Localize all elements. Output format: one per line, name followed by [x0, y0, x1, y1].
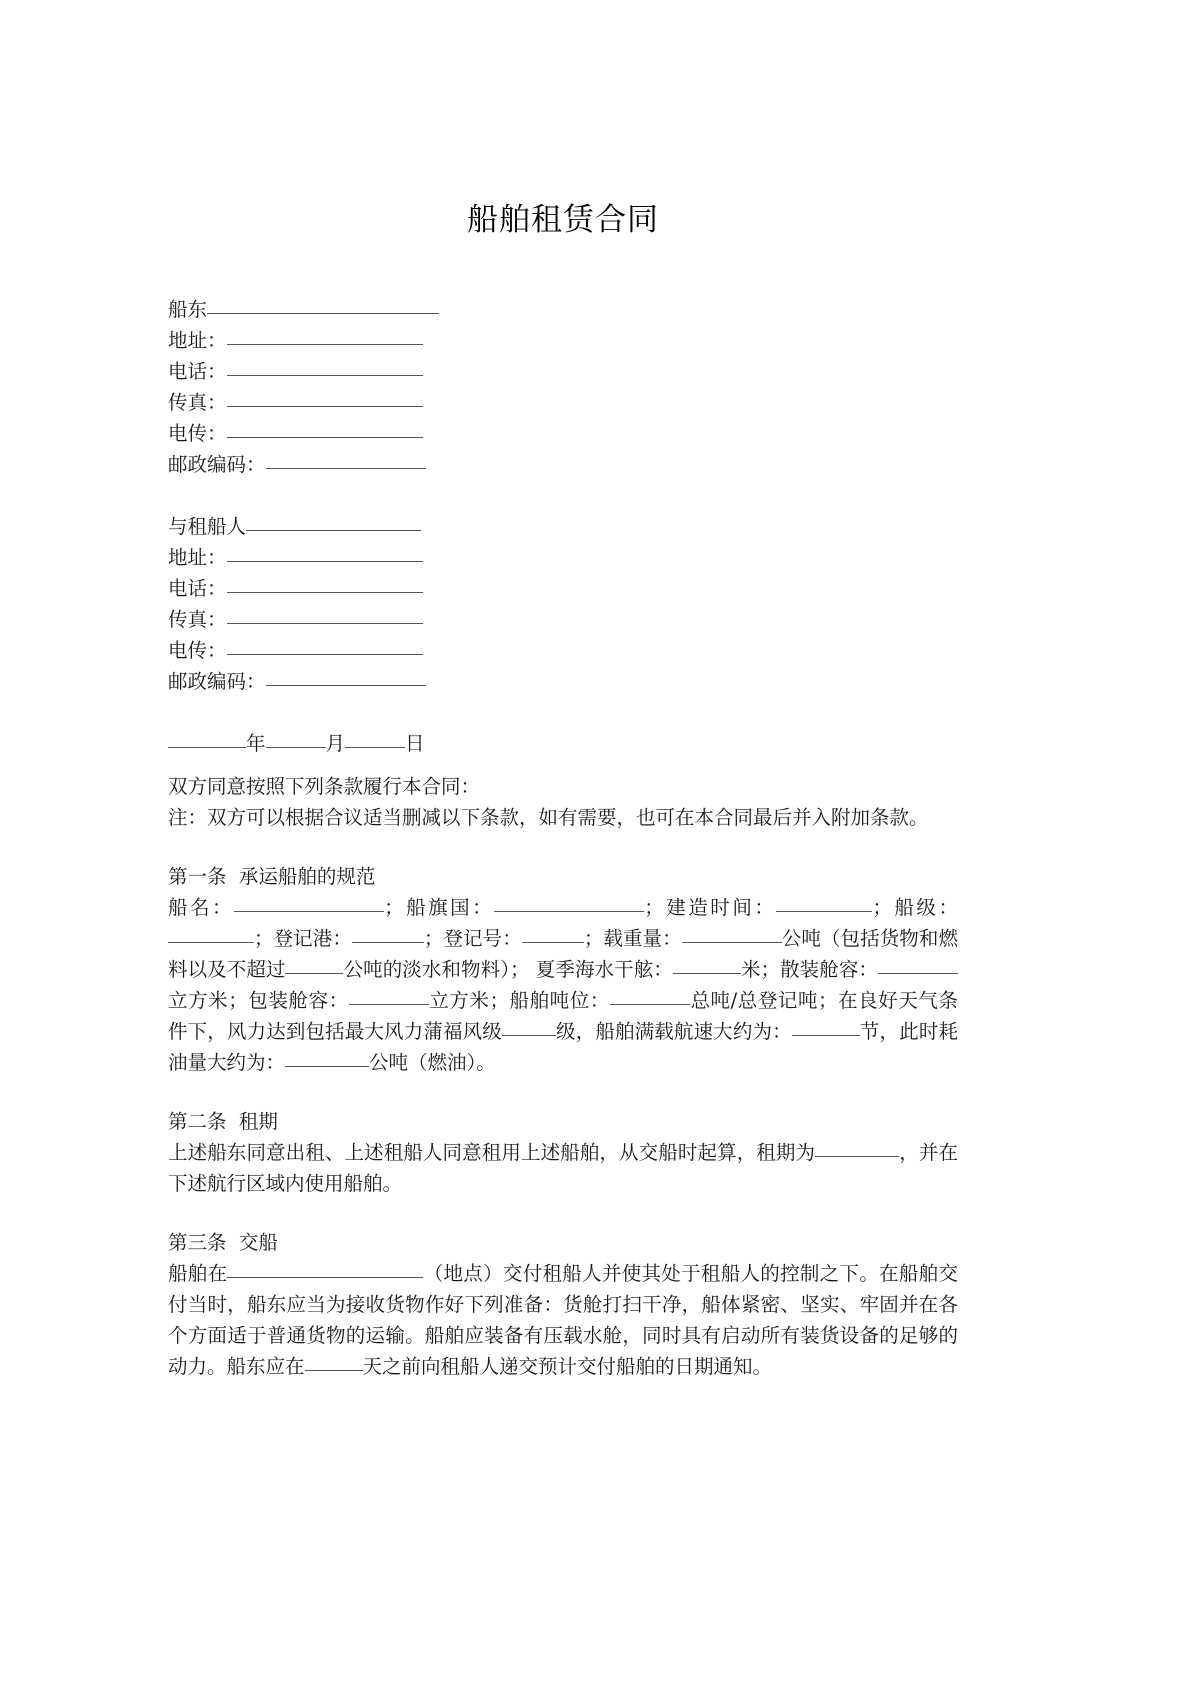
- note-statement: 注：双方可以根据合议适当删减以下条款，如有需要，也可在本合同最后并入附加条款。: [168, 806, 929, 829]
- date-month-blank[interactable]: [266, 732, 326, 748]
- date-month-unit: 月: [325, 732, 346, 755]
- charterer-postcode-row: [168, 666, 958, 697]
- date-day-blank[interactable]: [345, 732, 405, 748]
- bale-capacity-blank[interactable]: [349, 989, 429, 1005]
- clause-2-body: [168, 1137, 958, 1199]
- owner-address-blank[interactable]: [227, 329, 423, 345]
- date-year-blank[interactable]: [168, 732, 246, 748]
- owner-phone-blank[interactable]: [227, 360, 423, 376]
- block-gap-1: [168, 480, 958, 511]
- charterer-name-row: [168, 511, 958, 542]
- charterer-name-blank[interactable]: [246, 515, 421, 531]
- clause-1-body: [168, 892, 958, 1078]
- c1-seg-4: ；登记港：: [254, 927, 352, 950]
- gap-before-clause-1: [168, 833, 958, 861]
- clause-2-heading: 第二条 租期: [168, 1110, 278, 1133]
- ship-class-blank[interactable]: [168, 927, 254, 943]
- owner-phone-label: 电话：: [168, 360, 227, 383]
- c1-seg-14: 节，此时耗油量大约为：: [168, 1020, 958, 1074]
- delivery-place-blank[interactable]: [227, 1262, 423, 1278]
- summer-freeboard-blank[interactable]: [673, 958, 741, 974]
- gap-before-intro: [168, 759, 958, 771]
- owner-fax-row: [168, 387, 958, 418]
- bulk-capacity-blank[interactable]: [878, 958, 958, 974]
- title-spacer: [168, 236, 958, 294]
- charterer-phone-row: [168, 573, 958, 604]
- page-title: 船舶租赁合同: [467, 202, 659, 238]
- c2-seg-0: 上述船东同意出租、上述租船人同意租用上述船舶，从交船时起算，租期为: [168, 1141, 816, 1164]
- freshwater-limit-blank[interactable]: [285, 958, 343, 974]
- charterer-phone-blank[interactable]: [227, 577, 423, 593]
- c1-seg-11: 立方米；船舶吨位：: [428, 989, 610, 1012]
- owner-party-block: [168, 294, 958, 480]
- charterer-telex-label: 电传：: [168, 639, 227, 662]
- tonnage-blank[interactable]: [610, 989, 690, 1005]
- c1-seg-9: 米；散装舱容：: [740, 958, 878, 981]
- c2-seg-1: ，并在下述航行区域内使用船舶。: [168, 1141, 958, 1195]
- c1-seg-1: ；船旗国：: [384, 896, 495, 919]
- c1-seg-6: ；载重量：: [583, 927, 682, 950]
- owner-address-row: [168, 325, 958, 356]
- charterer-fax-label: 传真：: [168, 608, 227, 631]
- flag-state-blank[interactable]: [494, 896, 644, 912]
- charterer-telex-row: [168, 635, 958, 666]
- charterer-postcode-label: 邮政编码：: [168, 670, 266, 693]
- deadweight-blank[interactable]: [682, 927, 782, 943]
- charterer-address-row: [168, 542, 958, 573]
- date-year-unit: 年: [246, 732, 266, 755]
- owner-phone-row: [168, 356, 958, 387]
- clause-1-heading: 第一条 承运船舶的规范: [168, 865, 376, 888]
- owner-postcode-label: 邮政编码：: [168, 453, 266, 476]
- gap-before-clause-2: [168, 1078, 958, 1106]
- owner-telex-blank[interactable]: [227, 422, 423, 438]
- ship-name-blank[interactable]: [234, 896, 384, 912]
- c1-seg-3: ；船级：: [872, 896, 958, 919]
- build-time-blank[interactable]: [776, 896, 872, 912]
- c1-seg-0: 船名：: [168, 896, 235, 919]
- charterer-phone-label: 电话：: [168, 577, 227, 600]
- owner-postcode-blank[interactable]: [266, 453, 426, 469]
- c3-seg-1: （地点）交付租船人并使其处于租船人的控制之下。在船舶交付当时，船东应当为接收货物作好下列准备：货舱打扫干净，船体紧密、坚实、牢固并在各个方面适于普通货物的运输。船舶应装备有压载水舱，同时具有启动所有装货设备的足够的动力。船东应在: [168, 1262, 958, 1378]
- c1-seg-13: 级，船舶满载航速大约为：: [555, 1020, 792, 1043]
- c1-seg-10: 立方米；包装舱容：: [168, 989, 349, 1012]
- c1-seg-2: ；建造时间：: [644, 896, 777, 919]
- document-content: [168, 0, 958, 1382]
- owner-address-label: 地址：: [168, 329, 227, 352]
- charterer-name-label: 与租船人: [168, 515, 247, 538]
- charterer-postcode-blank[interactable]: [266, 670, 426, 686]
- notice-days-blank[interactable]: [305, 1355, 363, 1371]
- fuel-consumption-blank[interactable]: [285, 1051, 369, 1067]
- registry-port-blank[interactable]: [352, 927, 424, 943]
- c3-seg-2: 天之前向租船人递交预计交付船舶的日期通知。: [362, 1355, 773, 1378]
- owner-fax-blank[interactable]: [227, 391, 423, 407]
- clause-3-body: [168, 1258, 958, 1382]
- charterer-telex-blank[interactable]: [227, 639, 423, 655]
- c1-seg-7: 公吨（包括货物和燃料以及不超过: [168, 927, 958, 981]
- charterer-address-label: 地址：: [168, 546, 227, 569]
- agreement-statement: 双方同意按照下列条款履行本合同：: [168, 775, 481, 798]
- owner-telex-row: [168, 418, 958, 449]
- registry-number-blank[interactable]: [522, 927, 584, 943]
- charterer-fax-blank[interactable]: [227, 608, 423, 624]
- charterer-party-block: [168, 511, 958, 697]
- owner-name-row: [168, 294, 958, 325]
- owner-postcode-row: [168, 449, 958, 480]
- c1-seg-8: 公吨的淡水和物料）； 夏季海水干舷：: [343, 958, 673, 981]
- owner-telex-label: 电传：: [168, 422, 227, 445]
- gap-before-clause-3: [168, 1199, 958, 1227]
- owner-name-label: 船东: [168, 298, 208, 321]
- charter-period-blank[interactable]: [815, 1141, 899, 1157]
- c1-seg-15: 公吨（燃油）。: [369, 1051, 496, 1074]
- c1-seg-5: ；登记号：: [423, 927, 522, 950]
- service-speed-blank[interactable]: [792, 1020, 860, 1036]
- c1-seg-12: 总吨/总登记吨；在良好天气条件下，风力达到包括最大风力蒲福风级: [168, 989, 958, 1043]
- block-gap-2: [168, 697, 958, 728]
- charterer-address-blank[interactable]: [227, 546, 423, 562]
- charterer-fax-row: [168, 604, 958, 635]
- beaufort-scale-blank[interactable]: [502, 1020, 556, 1036]
- clause-3-heading: 第三条 交船: [168, 1231, 278, 1254]
- owner-fax-label: 传真：: [168, 391, 227, 414]
- date-day-unit: 日: [405, 732, 425, 755]
- c3-seg-0: 船舶在: [168, 1262, 228, 1285]
- signature-date-line: [168, 728, 958, 759]
- owner-name-blank[interactable]: [207, 298, 439, 314]
